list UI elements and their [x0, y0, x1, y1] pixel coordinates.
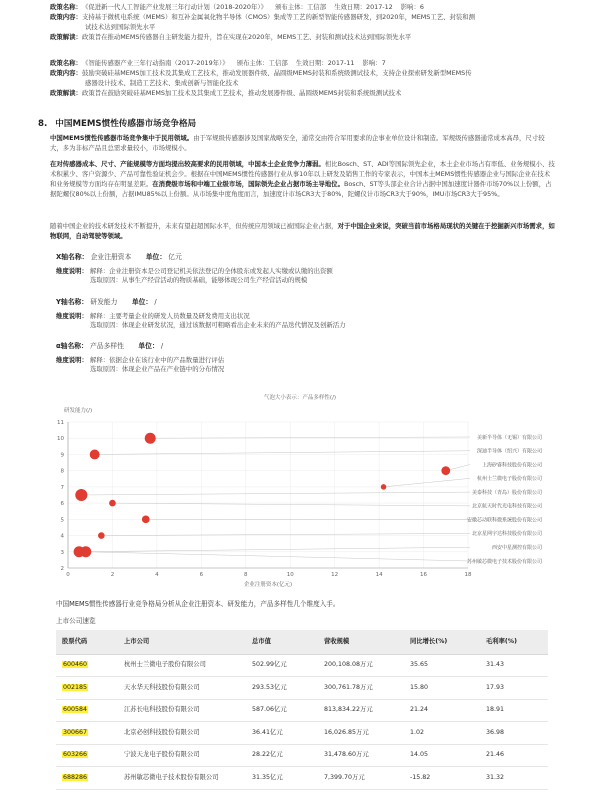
bubble-company-label: 上海矽睿科技股份有限公司 — [481, 462, 542, 469]
stock-code-link[interactable]: 600584 — [63, 706, 88, 714]
x-tick-label: 16 — [420, 572, 428, 578]
stock-code-link[interactable]: 300667 — [63, 728, 88, 736]
table-row — [56, 744, 548, 767]
market-cap: 28.22亿元 — [246, 744, 318, 767]
bubble-chart — [50, 390, 550, 595]
policy-interp-label: 政策解读： — [50, 88, 82, 97]
policy-name-label: 政策名称： — [50, 3, 82, 11]
y-tick-label: 3 — [60, 549, 64, 556]
unit-label: 单位： — [145, 253, 167, 261]
axis-label: Y轴名称： — [56, 298, 89, 306]
x-axis-label: 企业注册资本(亿元) — [243, 582, 293, 588]
market-cap: 587.06亿元 — [246, 699, 318, 722]
policy-impact-label: 影响： — [400, 3, 420, 11]
table-row — [56, 677, 548, 700]
growth: 15.80 — [404, 677, 480, 700]
market-cap: 502.99亿元 — [246, 654, 318, 677]
bubble-company-label: 西安中星测控有限公司 — [491, 545, 542, 552]
header-market-cap: 总市值 — [246, 630, 318, 654]
data-bubble — [90, 449, 100, 459]
data-bubble — [142, 515, 150, 523]
revenue: 813,834.22万元 — [318, 699, 404, 722]
section-number: 8. — [38, 119, 48, 129]
x-tick-label: 0 — [66, 572, 70, 578]
policy-impact-label: 影响： — [362, 59, 382, 67]
header-revenue: 营收规模 — [318, 630, 404, 654]
stock-code-link[interactable]: 688286 — [63, 773, 88, 781]
company-name: 宁波天龙电子股份有限公司 — [118, 744, 246, 767]
axis-value: 研发能力 — [90, 298, 118, 306]
x-tick-label: 10 — [286, 572, 294, 578]
gross-margin: 36.98 — [480, 722, 548, 745]
section-heading — [38, 118, 196, 131]
market-cap: 31.35亿元 — [246, 767, 318, 790]
dimension-reason — [56, 365, 536, 375]
x-tick-label: 12 — [331, 572, 339, 578]
leader-line — [384, 478, 470, 487]
x-tick-label: 8 — [244, 572, 248, 578]
header-growth: 同比增长(%) — [404, 630, 480, 654]
company-name: 天水华天科技股份有限公司 — [118, 677, 246, 700]
y-tick-label: 11 — [57, 420, 64, 426]
paragraph-run: 由于军规级传感器涉及国家战略安全，通常交由符合军用要求的企事业单位设计和制造。军规级传感器通常成本高昂，尺寸较大，多为非标产品且总需求量较小，市场规模小。 — [50, 134, 545, 152]
x-tick-label: 4 — [155, 572, 159, 578]
company-name: 苏州敏芯微电子技术股份有限公司 — [118, 767, 246, 790]
table-row — [56, 722, 548, 745]
unit-value: / — [160, 342, 164, 350]
bubble-company-label: 美泰科技（青岛）股份有限公司 — [471, 489, 542, 496]
unit-value: / — [154, 298, 157, 306]
paragraph-bold-run: 在消费级市场和中端工业级市场，国际领先企业占据市场主导地位。 — [152, 179, 344, 188]
policy-block-1 — [50, 3, 550, 43]
leader-line — [112, 503, 470, 506]
alpha-axis-dimension — [56, 341, 536, 375]
header-gross-margin: 毛利率(%) — [480, 630, 548, 654]
policy-issuer: 工信部 — [306, 3, 327, 11]
y-tick-label: 5 — [60, 517, 64, 524]
data-bubble — [145, 433, 156, 444]
dimension-header — [56, 252, 536, 263]
growth: 14.05 — [404, 744, 480, 767]
x-tick-label: 18 — [464, 572, 472, 578]
stock-code-link[interactable]: 002185 — [63, 683, 88, 691]
leader-line — [81, 492, 470, 495]
axis-value: 产品多样性 — [90, 342, 125, 350]
y-tick-label: 2 — [60, 566, 64, 572]
policy-interp: 政策旨在推动MEMS传感器自主研发能力提升，旨在实现在2020年，MEMS工艺、封装和测试技术达到国际领先水平 — [81, 32, 412, 41]
policy-issuer-label: 颁布主体： — [274, 3, 307, 11]
y-tick-label: 8 — [60, 468, 64, 475]
dimension-reason-text: 选取原因：体现企业研发状况，通过该数据可粗略看出企业未来的产品迭代情况及创新活力 — [89, 321, 346, 330]
revenue: 7,399.70万元 — [318, 767, 404, 790]
y-axis-dimension — [56, 297, 536, 331]
table-header-row — [56, 630, 548, 654]
paragraph-bold-run: 中国MEMS惯性传感器市场竞争集中于民用领域。 — [50, 134, 194, 142]
y-tick-label: 7 — [60, 484, 64, 491]
dimension-reason — [56, 276, 536, 286]
paragraph-competitiveness — [50, 160, 556, 200]
policy-content — [50, 69, 550, 79]
y-tick-label: 4 — [60, 533, 64, 540]
bubble-company-label: 深迪半导体（绍兴）有限公司 — [476, 448, 542, 455]
header-stock-code: 股票代码 — [56, 630, 118, 654]
paragraph-run: 相比Bosch、ST、ADI等国际领先企业，本土企业市场占有率低、业务规模小、技术积累少、客户资源少、产品可靠性验证机会少。根据在中国MEMS惯性传感器行业从事10年以上研发及销售工作的专家表示，中国本土MEMS惯性传感器企业与国际企业在技术和业务规模等方面均存在明显差距。 — [50, 160, 555, 188]
x-tick-label: 2 — [110, 572, 115, 578]
leader-line — [86, 552, 470, 561]
dimension-header — [56, 297, 536, 308]
table-intro-text: 中国MEMS惯性传感器行业竞争格局分析从企业注册资本、研发能力，产品多样性几个维度入手。 — [56, 600, 340, 608]
table-row — [56, 699, 548, 722]
data-bubble — [381, 484, 387, 490]
policy-impact: 6 — [419, 3, 424, 11]
bubble-company-label: 安徽芯动联科微系统股份有限公司 — [466, 517, 542, 524]
company-name: 杭州士兰微电子股份有限公司 — [118, 654, 246, 677]
market-cap: 36.41亿元 — [246, 722, 318, 745]
paragraph-run: 随着中国企业的技术研发技术不断提升，未来有望赶超国际水平，但传统应用领域已被国际企业占据， — [50, 222, 338, 230]
gross-margin: 31.32 — [480, 767, 548, 790]
dimension-explain — [56, 267, 536, 277]
stock-code-link[interactable]: 603266 — [63, 751, 88, 759]
section-title: 中国MEMS惯性传感器市场竞争格局 — [55, 119, 197, 129]
chart-title: 气泡大小表示：产品多样性(/) — [263, 395, 337, 401]
dimension-explain — [56, 312, 536, 322]
policy-name: 《智能传感器产业三年行动指南（2017-2019年）》 — [81, 59, 229, 67]
policy-name: 《促进新一代人工智能产业发展三年行动计划（2018-2020年）》 — [81, 3, 267, 11]
company-name: 北京必创科技股份有限公司 — [118, 722, 246, 745]
policy-interpretation — [50, 89, 550, 99]
policy-interp: 政策旨在鼓励突破硅基MEMS加工技术及其集成工艺技术，推动发展器件级、晶圆级MEMS封装和系统级测试技术 — [81, 88, 402, 97]
dimension-desc-label: 维度说明： — [56, 355, 88, 364]
growth: -15.82 — [404, 767, 480, 790]
growth: 21.24 — [404, 699, 480, 722]
table-row — [56, 654, 548, 677]
growth: 35.65 — [404, 654, 480, 677]
data-bubble — [75, 489, 87, 501]
axis-label: α轴名称： — [56, 342, 88, 350]
dimension-desc-label: 维度说明： — [56, 266, 88, 275]
policy-content-line: 支持基于微机电系统（MEMS）和互补金属氧化物半导体（CMOS）集成等工艺的新型智能传感器研发，到2020年，MEMS工艺、封装和测 — [81, 12, 476, 21]
axis-label: X轴名称： — [56, 253, 89, 261]
policy-date-label: 生效日期： — [334, 3, 367, 11]
company-name: 江苏长电科技股份有限公司 — [118, 699, 246, 722]
paragraph-bold-run: 在对传感器成本、尺寸、产能规模等方面均提出较高要求的民用领域，中国本土企业竞争力薄弱。 — [50, 160, 325, 168]
policy-interpretation — [50, 33, 550, 43]
policy-content-line: 试技术达到国际领先水平 — [85, 22, 156, 31]
gross-margin: 17.93 — [480, 677, 548, 700]
y-axis-label: 研发能力(/) — [64, 408, 93, 414]
bubble-company-label: 苏州敏芯微电子技术股份有限公司 — [466, 558, 542, 565]
x-tick-label: 14 — [375, 572, 383, 578]
policy-issuer: 工信部 — [268, 59, 288, 67]
quick-overview-title: 上市公司速览 — [56, 617, 96, 625]
revenue: 16,026.85万元 — [318, 722, 404, 745]
policy-content-label: 政策内容： — [50, 12, 82, 21]
x-axis-dimension — [56, 252, 536, 286]
policy-date: 2017-11 — [327, 59, 355, 67]
dimension-desc-label: 维度说明： — [56, 311, 88, 320]
listed-company-table — [56, 630, 548, 790]
dimension-explain — [56, 356, 536, 366]
y-tick-label: 9 — [60, 452, 64, 459]
paragraph-run: Bosch、ST等头部企业合计占据中国加速度计器件市场70%以上份额，占据陀螺仪80%以上份额，占据IMU85%以上份额。从市场集中度角度而言，加速度计市场CR3大于80%，陀螺仪计市场CR3大于90%，IMU市场CR3大于95%。 — [50, 179, 552, 198]
revenue: 200,108.08万元 — [318, 654, 404, 677]
gross-margin: 31.43 — [480, 654, 548, 677]
leader-line — [101, 533, 470, 535]
policy-impact: 7 — [381, 59, 386, 67]
revenue: 31,478.60万元 — [318, 744, 404, 767]
market-cap: 293.53亿元 — [246, 677, 318, 700]
policy-header — [50, 59, 550, 69]
stock-code-link[interactable]: 600460 — [63, 661, 88, 669]
bubble-company-label: 美新半导体（无锡）有限公司 — [476, 434, 542, 441]
policy-interp-label: 政策解读： — [50, 32, 82, 41]
policy-content — [50, 13, 550, 23]
policy-name-label: 政策名称： — [50, 59, 82, 67]
policy-content-label: 政策内容： — [50, 68, 82, 77]
policy-date-label: 生效日期： — [295, 59, 328, 67]
paragraph-bold-run: 对于中国企业来说，突破当前市场格局现状的关键在于挖掘新兴市场需求，如物联网，自动驾驶等领域。 — [50, 222, 555, 240]
leader-line — [79, 547, 470, 552]
unit-label: 单位： — [131, 298, 153, 306]
unit-value: 亿元 — [168, 253, 182, 261]
gross-margin: 21.46 — [480, 744, 548, 767]
policy-block-2 — [50, 59, 550, 99]
gross-margin: 18.91 — [480, 699, 548, 722]
leader-line — [95, 451, 470, 455]
dimension-explain-text: 解释：依据企业在该行业中的产品数量进行评估 — [89, 355, 225, 364]
axis-value: 企业注册资本 — [90, 253, 132, 261]
paragraph-outlook — [50, 222, 556, 242]
dimension-explain-text: 解释：企业注册资本是公司登记机关依法登记的全体股东或发起人实缴或认缴的出资额 — [89, 266, 333, 275]
data-bubble — [109, 500, 116, 507]
dimension-header — [56, 341, 536, 352]
paragraph-civil-focus — [50, 134, 556, 154]
dimension-reason-text: 选取原因：从事生产经营活动的物质基础，能够体现公司生产经营活动的规模 — [89, 276, 308, 285]
bubble-company-label: 北京航天时代光电科技有限公司 — [471, 503, 542, 510]
policy-content-line: 感器设计技术、制造工艺技术、集成创新与智能化技术 — [85, 78, 239, 87]
data-bubble — [80, 546, 91, 557]
data-bubble — [441, 466, 450, 475]
revenue: 300,761.78万元 — [318, 677, 404, 700]
bubble-company-label: 杭州士兰微电子股份有限公司 — [476, 476, 542, 483]
bubble-company-label: 北京星网宇达科技股份有限公司 — [471, 531, 542, 538]
policy-header — [50, 3, 550, 13]
policy-date: 2017-12 — [366, 3, 393, 11]
policy-issuer-label: 颁布主体： — [236, 59, 269, 67]
unit-label: 单位： — [138, 342, 159, 350]
table-row — [56, 767, 548, 790]
dimension-explain-text: 解释：主要考量企业的研发人员数量及研发费用支出状况 — [89, 311, 250, 320]
y-tick-label: 6 — [60, 501, 64, 508]
x-tick-label: 6 — [199, 572, 204, 578]
dimension-reason — [56, 321, 536, 331]
y-tick-label: 10 — [57, 436, 64, 443]
policy-content-line: 鼓励突破硅基MEMS加工技术及其集成工艺技术，推动发展器件级、晶圆级MEMS封装和系统级测试技术，支持企业探索研发新型MEMS传 — [81, 68, 472, 77]
dimension-reason-text: 选取原因：体现企业产品在产业链中的分布情况 — [89, 365, 225, 374]
data-bubble — [98, 532, 105, 539]
growth: 1.02 — [404, 722, 480, 745]
header-company: 上市公司 — [118, 630, 246, 654]
